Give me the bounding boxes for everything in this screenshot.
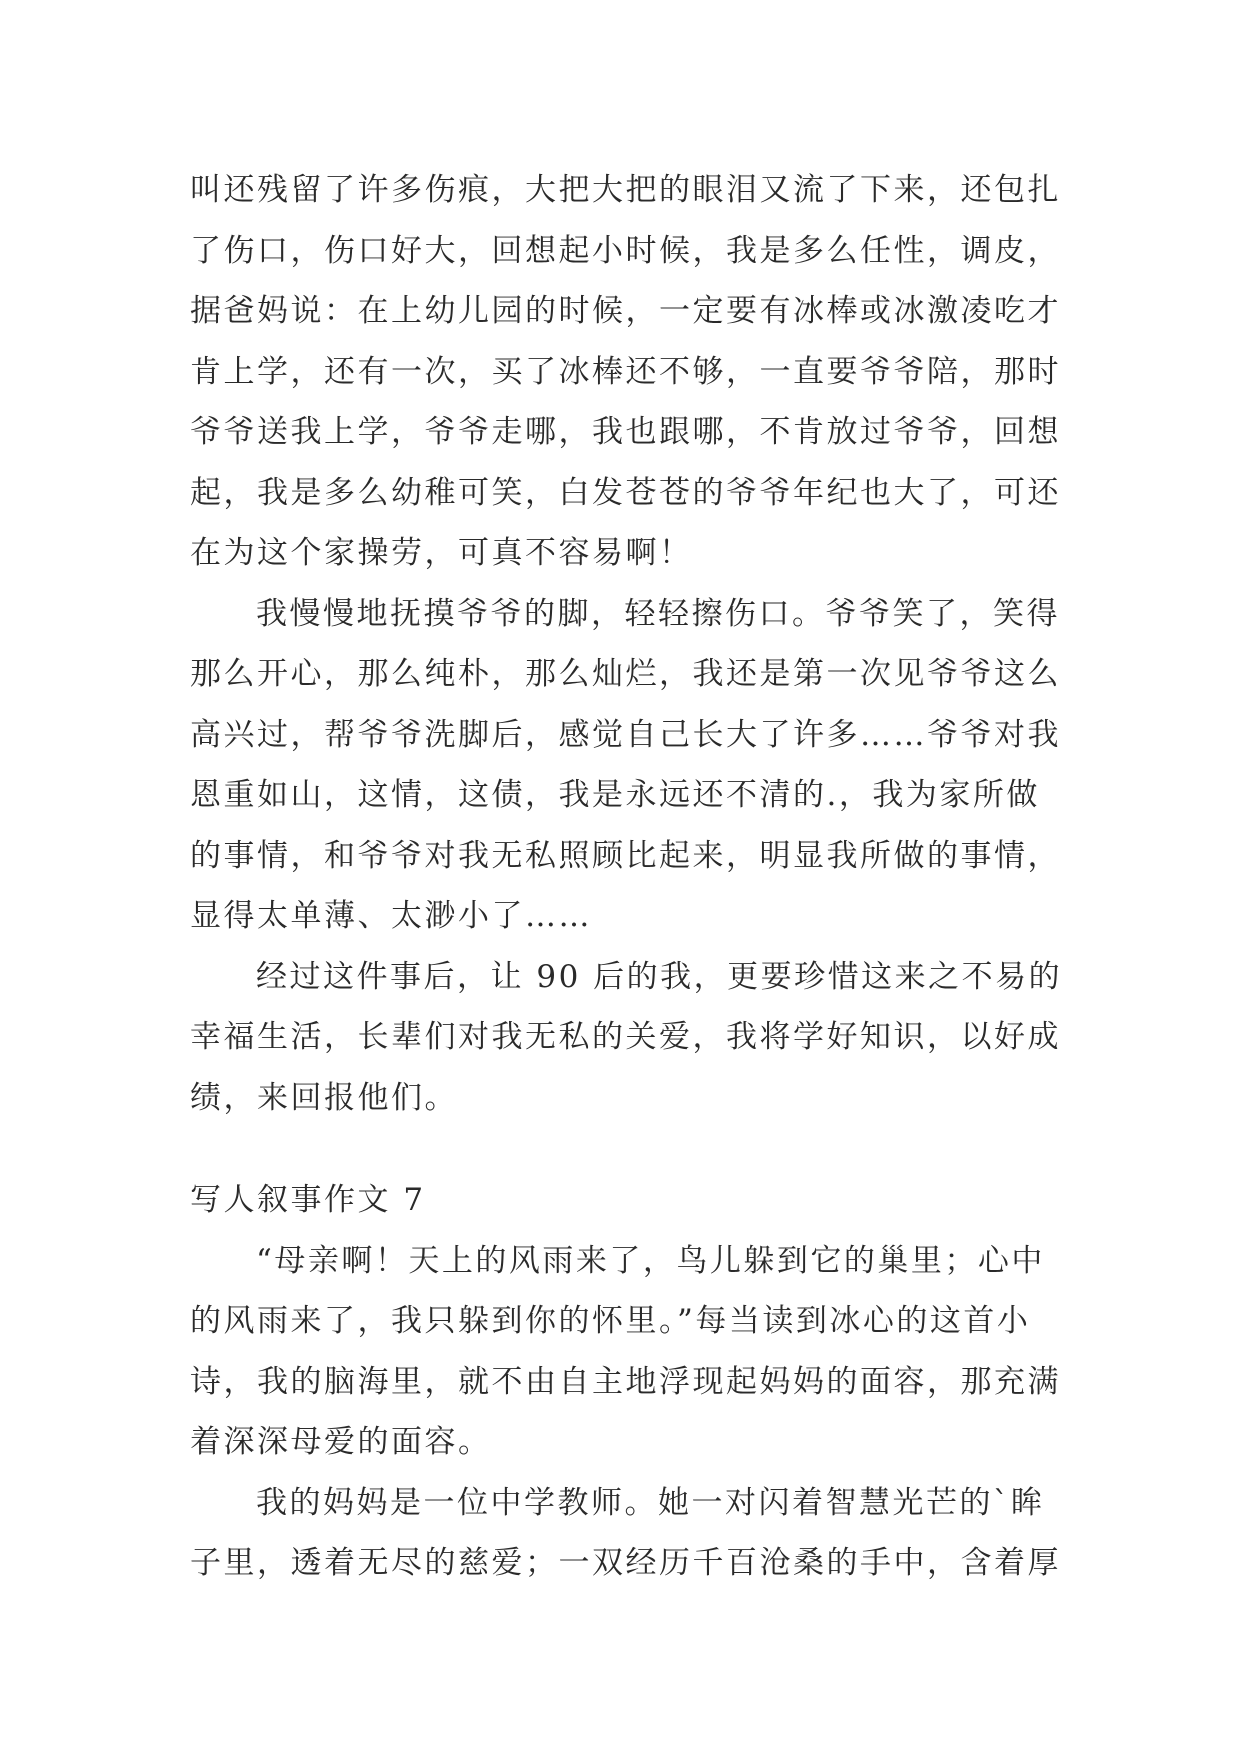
text-line: 绩，来回报他们。 bbox=[190, 1079, 458, 1116]
text-line: 高兴过，帮爷爷洗脚后，感觉自己长大了许多……爷爷对我 bbox=[190, 716, 1061, 753]
text-line: 着深深母爱的面容。 bbox=[190, 1424, 492, 1460]
section-heading: 写人叙事作文 7 bbox=[190, 1182, 426, 1218]
text-line: 的事情，和爷爷对我无私照顾比起来，明显我所做的事情， bbox=[190, 837, 1061, 874]
text-line: 叫还残留了许多伤痕，大把大把的眼泪又流了下来，还包扎 bbox=[190, 172, 1061, 208]
text-line: 诗，我的脑海里，就不由自主地浮现起妈妈的面容，那充满 bbox=[190, 1363, 1061, 1400]
text-line: 幸福生活，长辈们对我无私的关爱，我将学好知识，以好成 bbox=[190, 1019, 1061, 1055]
text-line: 起，我是多么幼稚可笑，白发苍苍的爷爷年纪也大了，可还 bbox=[190, 474, 1061, 511]
paragraph-first-line: “母亲啊！天上的风雨来了，鸟儿躲到它的巢里；心中 bbox=[256, 1242, 1045, 1279]
paragraph-first-line: 我慢慢地抚摸爷爷的脚，轻轻擦伤口。爷爷笑了，笑得 bbox=[256, 595, 1060, 632]
text-line: 了伤口，伤口好大，回想起小时候，我是多么任性，调皮， bbox=[190, 232, 1061, 269]
text-line: 的风雨来了，我只躲到你的怀里。”每当读到冰心的这首小 bbox=[190, 1303, 1031, 1339]
text-line: 在为这个家操劳，可真不容易啊！ bbox=[190, 535, 693, 571]
text-line: 那么开心，那么纯朴，那么灿烂，我还是第一次见爷爷这么 bbox=[190, 656, 1061, 692]
text-line: 子里，透着无尽的慈爱；一双经历千百沧桑的手中，含着厚 bbox=[190, 1545, 1061, 1581]
text-line: 据爸妈说：在上幼儿园的时候，一定要有冰棒或冰激凌吃才 bbox=[190, 293, 1061, 329]
paragraph-first-line: 我的妈妈是一位中学教师。她一对闪着智慧光芒的`眸 bbox=[256, 1484, 1045, 1521]
document-page bbox=[190, 160, 1063, 1594]
text-line: 爷爷送我上学，爷爷走哪，我也跟哪，不肯放过爷爷，回想 bbox=[190, 414, 1061, 450]
paragraph-first-line: 经过这件事后，让 90 后的我，更要珍惜这来之不易的 bbox=[256, 958, 1063, 995]
text-line: 肯上学，还有一次，买了冰棒还不够，一直要爷爷陪，那时 bbox=[190, 353, 1061, 390]
text-line: 显得太单薄、太渺小了…… bbox=[190, 898, 592, 934]
text-line: 恩重如山，这情，这债，我是永远还不清的.，我为家所做 bbox=[190, 777, 1040, 813]
